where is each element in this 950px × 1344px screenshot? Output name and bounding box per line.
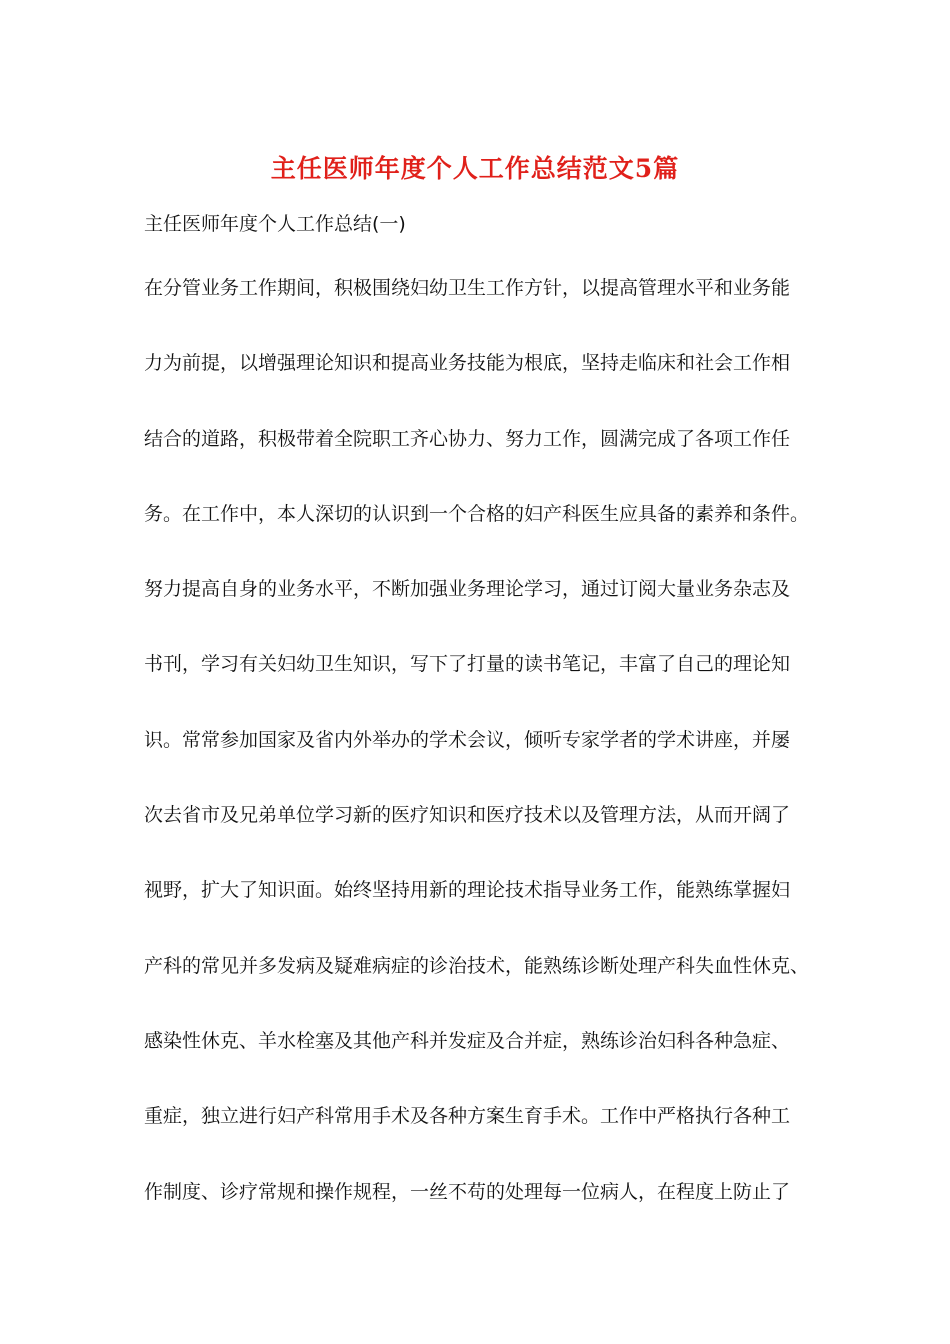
body-line: 次去省市及兄弟单位学习新的医疗知识和医疗技术以及管理方法，从而开阔了 [144,804,791,827]
document-title: 主任医师年度个人工作总结范文5篇 [270,154,680,183]
body-line: 努力提高自身的业务水平，不断加强业务理论学习，通过订阅大量业务杂志及 [144,578,791,601]
body-line: 结合的道路，积极带着全院职工齐心协力、努力工作，圆满完成了各项工作任 [144,427,791,450]
body-line: 重症，独立进行妇产科常用手术及各种方案生育手术。工作中严格执行各种工 [144,1105,791,1128]
body-line: 产科的常见并多发病及疑难病症的诊治技术，能熟练诊断处理产科失血性休克、 [144,954,810,977]
body-line: 在分管业务工作期间，积极围绕妇幼卫生工作方针，以提高管理水平和业务能 [144,277,791,299]
section-heading: 主任医师年度个人工作总结(一) [144,213,406,235]
body-text [144,274,824,1253]
body-line: 力为前提，以增强理论知识和提高业务技能为根底，坚持走临床和社会工作相 [144,352,791,375]
body-line: 视野，扩大了知识面。始终坚持用新的理论技术指导业务工作，能熟练掌握妇 [144,879,791,902]
body-line: 感染性休克、羊水栓塞及其他产科并发症及合并症，熟练诊治妇科各种急症、 [144,1029,791,1052]
body-line: 务。在工作中，本人深切的认识到一个合格的妇产科医生应具备的素养和条件。 [144,502,810,525]
body-line: 识。常常参加国家及省内外举办的学术会议，倾听专家学者的学术讲座，并屡 [144,728,791,751]
body-line: 书刊，学习有关妇幼卫生知识，写下了打量的读书笔记，丰富了自己的理论知 [144,653,791,676]
body-line: 作制度、诊疗常规和操作规程，一丝不苟的处理每一位病人，在程度上防止了 [144,1180,791,1203]
